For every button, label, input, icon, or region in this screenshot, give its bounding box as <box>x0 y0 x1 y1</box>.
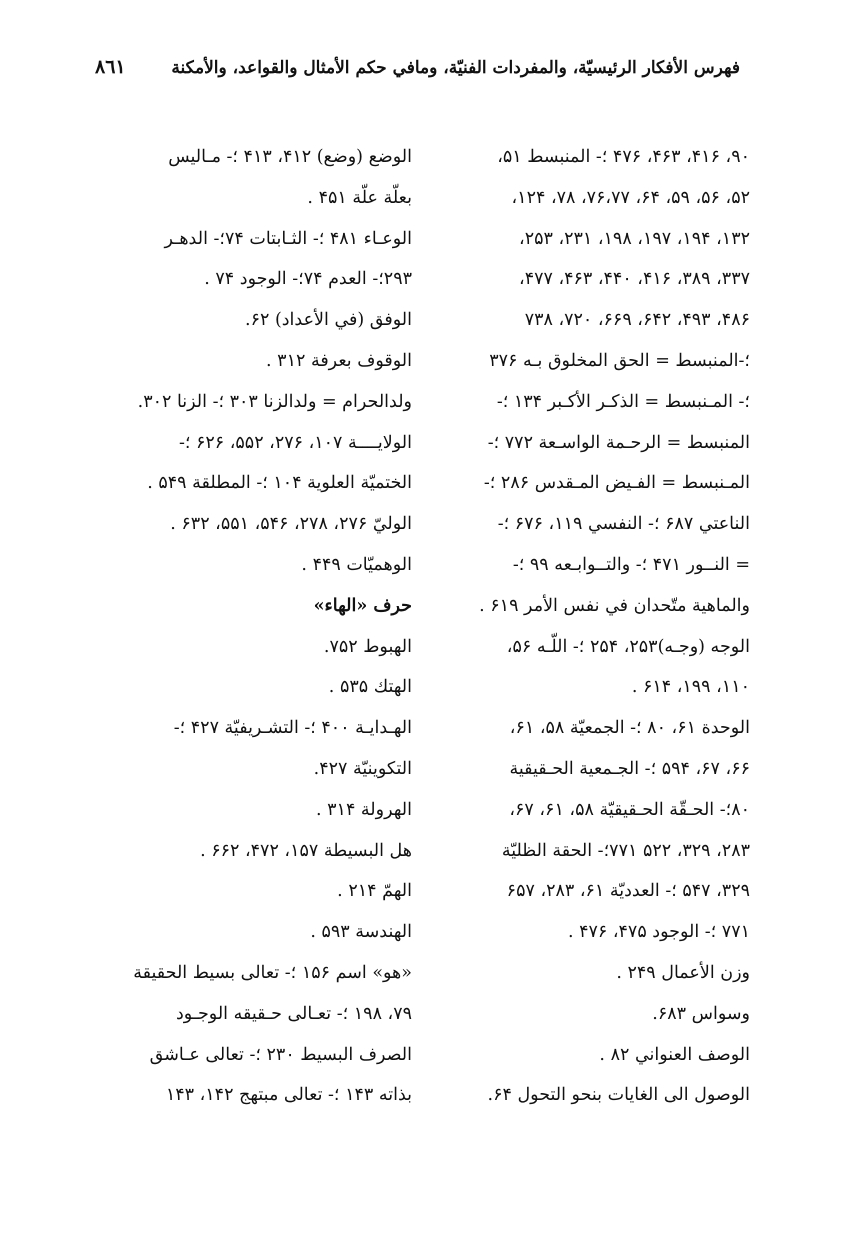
index-line: الهتك ۵۳۵ . <box>328 677 412 698</box>
running-title: فهرس الأفكار الرئيسيّة، والمفردات الفنيّة، ومافي حكم الأمثال والقواعد، والأمكنة <box>171 58 740 78</box>
index-line: الوجه (وجـه)۲۵۳، ۲۵۴ ؛- اللّـه ۵۶، <box>506 636 750 657</box>
index-line: ۲۹۳؛- العدم ۷۴؛- الوجود ۷۴ . <box>204 269 412 290</box>
index-line: ۸۰؛- الحـقّة الحـقيقيّة ۵۸، ۶۱، ۶۷، <box>509 799 750 820</box>
index-line: = النــور ۴۷۱ ؛- والتــوابـعه ۹۹ ؛- <box>512 554 750 575</box>
index-line: ۱۱۰، ۱۹۹، ۶۱۴ . <box>631 677 750 698</box>
index-line: وزن الأعمال ۲۴۹ . <box>616 962 750 983</box>
index-line: والماهية متّحدان في نفس الأمر ۶۱۹ . <box>479 595 750 616</box>
index-line: الوهميّات ۴۴۹ . <box>301 554 412 575</box>
index-line: الوقوف بعرفة ۳۱۲ . <box>266 350 412 371</box>
index-line: الوصول الى الغايات بنحو التحول ۶۴. <box>487 1085 750 1106</box>
index-column-right <box>438 137 750 1116</box>
index-line: الهندسة ۵۹۳ . <box>310 922 412 943</box>
index-line: وسواس ۶۸۳. <box>652 1003 750 1024</box>
section-heading: حرف «الهاء» <box>313 595 412 616</box>
index-line: ۱۳۲، ۱۹۴، ۱۹۷، ۱۹۸، ۲۳۱، ۲۵۳، <box>519 228 750 249</box>
index-line: ۴۸۶، ۴۹۳، ۶۴۲، ۶۶۹، ۷۲۰، ۷۳۸ <box>524 310 750 331</box>
index-line: الناعتي ۶۸۷ ؛- النفسي ۱۱۹، ۶۷۶ ؛- <box>497 514 750 535</box>
index-line: ؛- المـنبسط = الذكـر الأكـبر ۱۳۴ ؛- <box>496 391 750 412</box>
index-line: الولايــــة ۱۰۷، ۲۷۶، ۵۵۲، ۶۲۶ ؛- <box>178 432 412 453</box>
index-line: ۳۳۷، ۳۸۹، ۴۱۶، ۴۴۰، ۴۶۳، ۴۷۷، <box>519 269 750 290</box>
index-line: الوضع (وضع) ۴۱۲، ۴۱۳ ؛- مـاليس <box>168 147 412 167</box>
index-line: ۹۰، ۴۱۶، ۴۶۳، ۴۷۶ ؛- المنبسط ۵۱، <box>497 147 750 167</box>
index-line: الهبوط ۷۵۲. <box>323 636 412 657</box>
index-line: الوحدة ۶۱، ۸۰ ؛- الجمعيّة ۵۸، ۶۱، <box>509 718 750 739</box>
index-line: هل البسيطة ۱۵۷، ۴۷۲، ۶۶۲ . <box>200 840 412 861</box>
index-line: «هو» اسم ۱۵۶ ؛- تعالى بسيط الحقيقة <box>133 962 412 983</box>
index-line: ۵۲، ۵۶، ۵۹، ۶۴، ۷۶،۷۷، ۷۸، ۱۲۴، <box>511 187 750 208</box>
index-line: الوليّ ۲۷۶، ۲۷۸، ۵۴۶، ۵۵۱، ۶۳۲ . <box>170 514 412 535</box>
index-line: بعلّة علّة ۴۵۱ . <box>307 187 412 208</box>
index-line: الوصف العنواني ۸۲ . <box>599 1044 750 1065</box>
page-header <box>95 58 740 92</box>
index-line: ؛-المنبسط = الحق المخلوق بـه ۳۷۶ <box>489 350 750 371</box>
index-line: ولدالحرام = ولدالزنا ۳۰۳ ؛- الزنا ۳۰۲. <box>137 391 412 412</box>
index-line: ۲۸۳، ۳۲۹، ۵۲۲ ۷۷۱؛- الحقة الظليّة <box>501 840 750 861</box>
index-line: المـنبسط = الفـيض المـقدس ۲۸۶ ؛- <box>483 473 750 494</box>
index-column-left <box>82 137 412 1116</box>
index-line: الوفق (في الأعداد) ۶۲. <box>244 310 412 331</box>
index-line: الهرولة ۳۱۴ . <box>316 799 412 820</box>
index-line: الختميّة العلوية ۱۰۴ ؛- المطلقة ۵۴۹ . <box>147 473 412 494</box>
index-line: الوعـاء ۴۸۱ ؛- الثـابتات ۷۴؛- الدهـر <box>164 228 412 249</box>
page-number: ٨٦١ <box>95 56 126 78</box>
index-line: ۷۷۱ ؛- الوجود ۴۷۵، ۴۷۶ . <box>567 922 750 943</box>
index-line: الهمّ ۲۱۴ . <box>337 881 412 902</box>
index-line: المنبسط = الرحـمة الواسـعة ۷۷۲ ؛- <box>487 432 750 453</box>
index-line: الهـدايـة ۴۰۰ ؛- التشـريفيّة ۴۲۷ ؛- <box>173 718 412 739</box>
index-line: ۶۶، ۶۷، ۵۹۴ ؛- الجـمعية الحـقيقية <box>509 758 750 779</box>
index-line: الصرف البسيط ۲۳۰ ؛- تعالى عـاشق <box>149 1044 412 1065</box>
index-line: ۷۹، ۱۹۸ ؛- تعـالى حـقيقه الوجـود <box>176 1003 412 1024</box>
index-line: ۳۲۹، ۵۴۷ ؛- العدديّة ۶۱، ۲۸۳، ۶۵۷ <box>506 881 750 902</box>
index-line: التكوينيّة ۴۲۷. <box>313 758 412 779</box>
index-line: بذاته ۱۴۳ ؛- تعالى مبتهج ۱۴۲، ۱۴۳ <box>165 1085 412 1106</box>
